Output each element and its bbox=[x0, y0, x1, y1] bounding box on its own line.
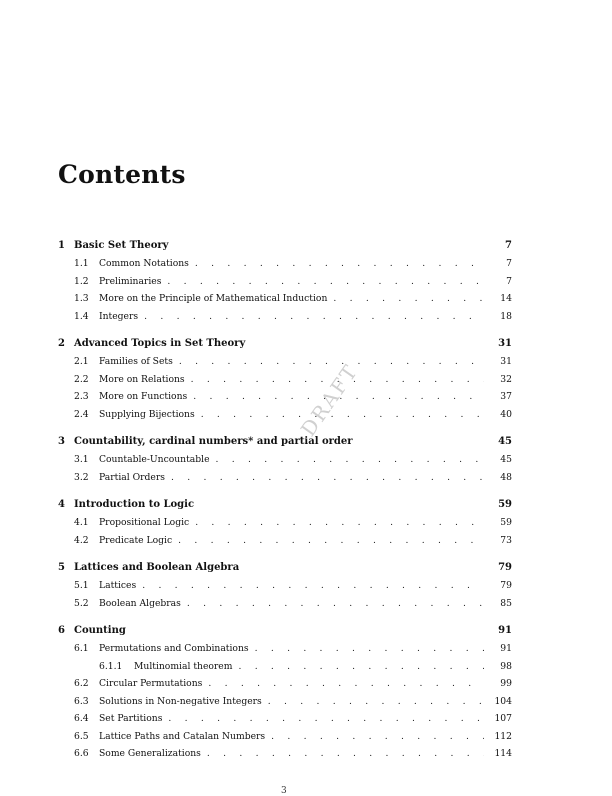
chapter-title: Countability, cardinal numbers* and partial order bbox=[74, 436, 353, 447]
section-number: 6.2 bbox=[74, 678, 89, 689]
section-page: 14 bbox=[500, 293, 512, 304]
section-number: 2.3 bbox=[74, 391, 89, 402]
section-number: 1.1 bbox=[74, 258, 89, 269]
chapter-title: Basic Set Theory bbox=[74, 240, 169, 251]
page-number: 3 bbox=[281, 786, 287, 796]
table-of-contents bbox=[58, 240, 512, 776]
dot-leader bbox=[216, 454, 484, 465]
chapter-page: 91 bbox=[498, 625, 512, 636]
section-page: 37 bbox=[500, 391, 512, 402]
section-title: Partial Orders bbox=[99, 471, 165, 483]
dot-leader bbox=[207, 748, 484, 759]
chapter-number: 2 bbox=[58, 338, 65, 349]
section-number: 2.2 bbox=[74, 373, 89, 385]
toc-chapter-entry[interactable] bbox=[58, 436, 512, 454]
chapter-number: 4 bbox=[58, 499, 65, 510]
section-number: 2.1 bbox=[74, 356, 89, 367]
toc-section-entry[interactable] bbox=[58, 748, 512, 766]
section-number: 1.2 bbox=[74, 275, 89, 287]
section-title: Set Partitions bbox=[99, 713, 163, 724]
chapter-title: Counting bbox=[74, 625, 126, 636]
dot-leader bbox=[168, 713, 484, 724]
toc-subsection-entry[interactable] bbox=[58, 661, 512, 679]
section-number: 2.4 bbox=[74, 408, 89, 420]
toc-section-entry[interactable] bbox=[58, 643, 512, 661]
chapter-page: 45 bbox=[498, 436, 512, 447]
section-page: 40 bbox=[500, 408, 512, 420]
toc-section-entry[interactable] bbox=[58, 472, 512, 490]
toc-chapter-entry[interactable] bbox=[58, 499, 512, 517]
section-title: Supplying Bijections bbox=[99, 408, 195, 420]
dot-leader bbox=[271, 731, 484, 742]
section-page: 98 bbox=[500, 660, 512, 672]
section-title: Countable-Uncountable bbox=[99, 454, 210, 465]
page-title: Contents bbox=[58, 160, 186, 189]
chapter-number: 3 bbox=[58, 436, 65, 447]
toc-chapter bbox=[58, 436, 512, 489]
toc-section-entry[interactable] bbox=[58, 517, 512, 535]
section-title: Families of Sets bbox=[99, 356, 173, 367]
toc-section-entry[interactable] bbox=[58, 535, 512, 553]
toc-chapter-entry[interactable] bbox=[58, 240, 512, 258]
chapter-number: 1 bbox=[58, 240, 65, 251]
dot-leader bbox=[238, 661, 484, 672]
chapter-title: Introduction to Logic bbox=[74, 499, 195, 510]
dot-leader bbox=[195, 258, 484, 269]
section-page: 7 bbox=[506, 258, 512, 269]
section-page: 7 bbox=[506, 275, 512, 287]
section-page: 18 bbox=[500, 310, 512, 322]
toc-chapter bbox=[58, 562, 512, 615]
section-title: Common Notations bbox=[99, 258, 189, 269]
dot-leader bbox=[201, 409, 484, 420]
toc-section-entry[interactable] bbox=[58, 374, 512, 392]
section-page: 48 bbox=[500, 471, 512, 483]
section-title: Lattices bbox=[99, 580, 137, 591]
section-number: 3.1 bbox=[74, 454, 89, 465]
section-title: Propositional Logic bbox=[99, 517, 190, 528]
section-page: 79 bbox=[500, 580, 512, 591]
toc-chapter bbox=[58, 338, 512, 426]
section-page: 91 bbox=[500, 643, 512, 654]
section-title: More on Functions bbox=[99, 391, 188, 402]
section-page: 31 bbox=[500, 356, 512, 367]
chapter-page: 7 bbox=[505, 240, 512, 251]
section-title: More on Relations bbox=[99, 373, 185, 385]
toc-section-entry[interactable] bbox=[58, 696, 512, 714]
section-page: 112 bbox=[494, 730, 512, 742]
toc-section-entry[interactable] bbox=[58, 713, 512, 731]
toc-section-entry[interactable] bbox=[58, 598, 512, 616]
chapter-page: 79 bbox=[498, 562, 512, 573]
section-number: 6.3 bbox=[74, 695, 89, 707]
chapter-title: Lattices and Boolean Algebra bbox=[74, 562, 240, 573]
dot-leader bbox=[167, 276, 484, 287]
toc-section-entry[interactable] bbox=[58, 409, 512, 427]
toc-section-entry[interactable] bbox=[58, 356, 512, 374]
section-title: Predicate Logic bbox=[99, 534, 173, 546]
section-page: 99 bbox=[500, 678, 512, 689]
toc-section-entry[interactable] bbox=[58, 293, 512, 311]
dot-leader bbox=[268, 696, 484, 707]
dot-leader bbox=[144, 311, 484, 322]
section-title: Lattice Paths and Catalan Numbers bbox=[99, 730, 266, 742]
dot-leader bbox=[255, 643, 484, 654]
toc-chapter bbox=[58, 625, 512, 766]
section-page: 85 bbox=[500, 597, 512, 609]
section-page: 104 bbox=[494, 695, 512, 707]
section-page: 59 bbox=[500, 517, 512, 528]
toc-section-entry[interactable] bbox=[58, 311, 512, 329]
dot-leader bbox=[171, 472, 484, 483]
dot-leader bbox=[179, 356, 484, 367]
section-number: 6.1.1 bbox=[99, 660, 123, 672]
section-page: 45 bbox=[500, 454, 512, 465]
section-number: 6.5 bbox=[74, 730, 89, 742]
section-page: 107 bbox=[494, 713, 512, 724]
toc-chapter bbox=[58, 240, 512, 328]
dot-leader bbox=[142, 580, 484, 591]
section-title: Permutations and Combinations bbox=[99, 643, 249, 654]
section-number: 5.1 bbox=[74, 580, 89, 591]
section-number: 6.6 bbox=[74, 748, 89, 759]
section-number: 4.1 bbox=[74, 517, 89, 528]
section-title: More on the Principle of Mathematical Induction bbox=[99, 293, 328, 304]
toc-section-entry[interactable] bbox=[58, 580, 512, 598]
chapter-title: Advanced Topics in Set Theory bbox=[74, 338, 246, 349]
chapter-number: 6 bbox=[58, 625, 65, 636]
section-title: Preliminaries bbox=[99, 275, 162, 287]
dot-leader bbox=[178, 535, 484, 546]
toc-chapter-entry[interactable] bbox=[58, 338, 512, 356]
section-number: 1.4 bbox=[74, 310, 89, 322]
chapter-page: 31 bbox=[498, 338, 512, 349]
section-number: 6.4 bbox=[74, 713, 89, 724]
draft-watermark: DRAFT bbox=[295, 359, 363, 441]
toc-chapter-entry[interactable] bbox=[58, 562, 512, 580]
chapter-page: 59 bbox=[498, 499, 512, 510]
section-title: Boolean Algebras bbox=[99, 597, 181, 609]
toc-section-entry[interactable] bbox=[58, 391, 512, 409]
section-title: Integers bbox=[99, 310, 139, 322]
toc-chapter-entry[interactable] bbox=[58, 625, 512, 643]
toc-section-entry[interactable] bbox=[58, 454, 512, 472]
toc-chapter bbox=[58, 499, 512, 552]
chapter-number: 5 bbox=[58, 562, 65, 573]
section-page: 73 bbox=[500, 534, 512, 546]
section-number: 3.2 bbox=[74, 471, 89, 483]
section-number: 6.1 bbox=[74, 643, 89, 654]
section-number: 5.2 bbox=[74, 597, 89, 609]
section-title: Solutions in Non-negative Integers bbox=[99, 695, 262, 707]
section-number: 4.2 bbox=[74, 534, 89, 546]
section-page: 32 bbox=[500, 373, 512, 385]
toc-section-entry[interactable] bbox=[58, 276, 512, 294]
dot-leader bbox=[187, 598, 484, 609]
section-title: Multinomial theorem bbox=[134, 660, 233, 672]
toc-section-entry[interactable] bbox=[58, 678, 512, 696]
dot-leader bbox=[195, 517, 484, 528]
toc-section-entry[interactable] bbox=[58, 258, 512, 276]
section-title: Circular Permutations bbox=[99, 678, 203, 689]
section-page: 114 bbox=[494, 748, 512, 759]
dot-leader bbox=[208, 678, 484, 689]
section-number: 1.3 bbox=[74, 293, 89, 304]
dot-leader bbox=[333, 293, 484, 304]
section-title: Some Generalizations bbox=[99, 748, 201, 759]
toc-section-entry[interactable] bbox=[58, 731, 512, 749]
